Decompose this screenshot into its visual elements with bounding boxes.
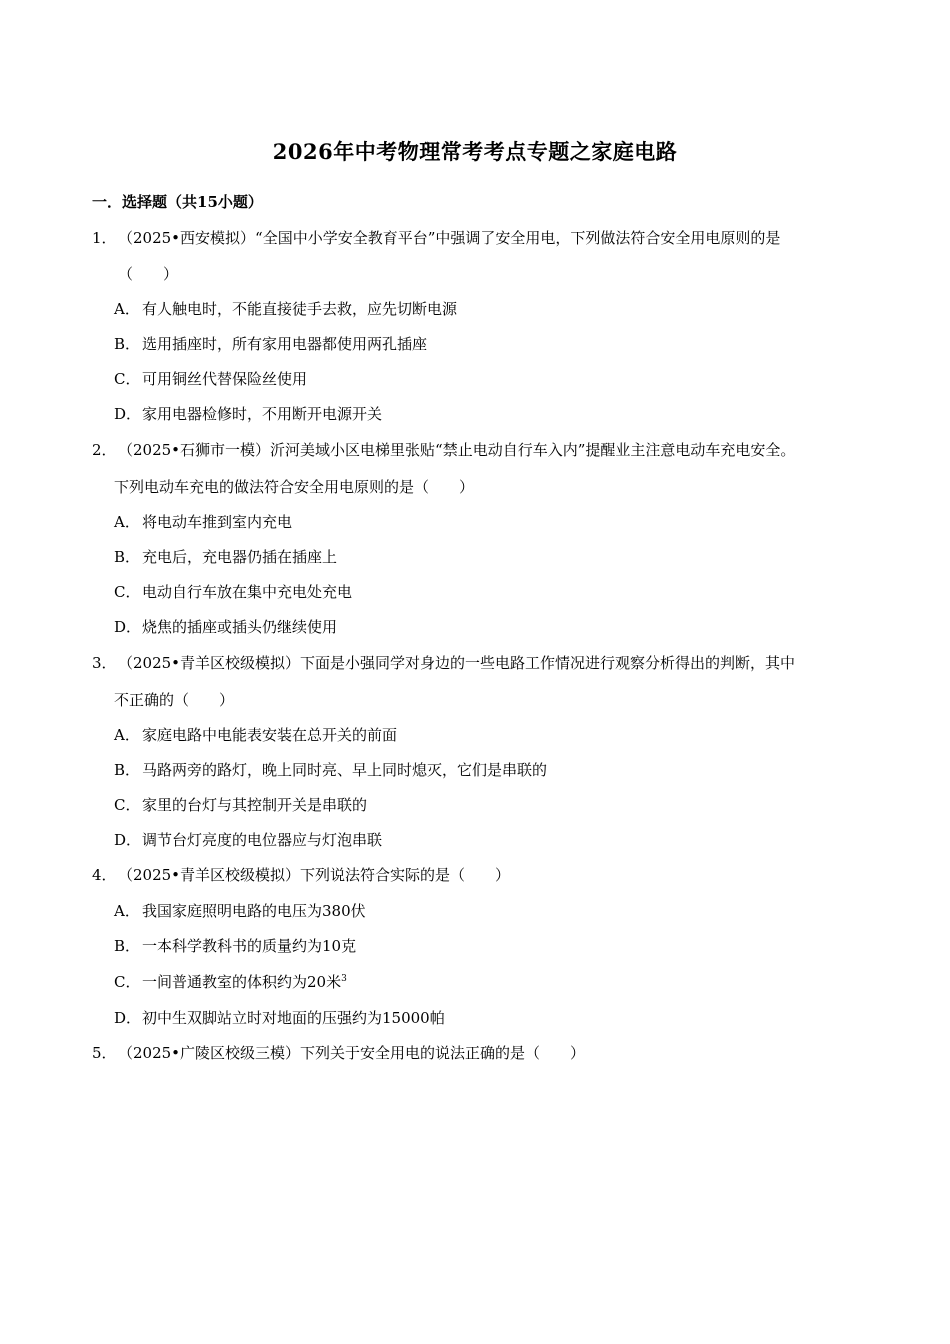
option-text: 家庭电路中电能表安装在总开关的前面 xyxy=(142,726,398,744)
question-stem: （2025•西安模拟）“全国中小学安全教育平台”中强调了安全用电，下列做法符合安全用电原则的是 xyxy=(118,229,781,247)
question-number: 1． xyxy=(92,229,117,247)
question-number: 5． xyxy=(92,1044,117,1062)
option-text: 一本科学教科书的质量约为10克 xyxy=(142,937,357,955)
question-3-option-b xyxy=(114,760,547,780)
option-label: B． xyxy=(114,548,141,566)
option-label: C． xyxy=(114,370,141,388)
question-stem: （2025•青羊区校级模拟）下面是小强同学对身边的一些电路工作情况进行观察分析得出的判断，其中 xyxy=(118,654,796,672)
option-label: A． xyxy=(114,902,140,920)
superscript-exponent: 3 xyxy=(341,974,347,984)
option-text: 选用插座时，所有家用电器都使用两孔插座 xyxy=(142,335,428,353)
option-label: B． xyxy=(114,335,141,353)
option-text: 将电动车推到室内充电 xyxy=(142,513,293,531)
question-4-option-d xyxy=(114,1008,445,1028)
question-2 xyxy=(92,440,795,460)
option-text: 我国家庭照明电路的电压为380伏 xyxy=(142,902,366,920)
option-text: 充电后，充电器仍插在插座上 xyxy=(142,548,338,566)
option-label: C． xyxy=(114,796,141,814)
option-text: 可用铜丝代替保险丝使用 xyxy=(142,370,308,388)
option-text: 烧焦的插座或插头仍继续使用 xyxy=(142,618,338,636)
question-1 xyxy=(92,228,780,248)
question-stem: （2025•青羊区校级模拟）下列说法符合实际的是（ ） xyxy=(118,866,511,884)
option-text: 初中生双脚站立时对地面的压强约为15000帕 xyxy=(142,1009,445,1027)
question-stem: （2025•广陵区校级三模）下列关于安全用电的说法正确的是（ ） xyxy=(118,1044,586,1062)
question-2-option-a xyxy=(114,512,292,532)
question-number: 3． xyxy=(92,654,117,672)
question-2-continuation: 下列电动车充电的做法符合安全用电原则的是（ ） xyxy=(114,478,475,496)
option-label: A． xyxy=(114,726,140,744)
option-label: B． xyxy=(114,937,141,955)
option-label: B． xyxy=(114,761,141,779)
option-label: C． xyxy=(114,583,141,601)
question-1-continuation: （ ） xyxy=(118,265,179,283)
question-3-option-c xyxy=(114,795,367,815)
option-label: D． xyxy=(114,405,142,423)
question-3-continuation: 不正确的（ ） xyxy=(114,691,235,709)
question-5 xyxy=(92,1043,585,1063)
option-text: 家里的台灯与其控制开关是串联的 xyxy=(142,796,368,814)
question-1-option-c xyxy=(114,369,307,389)
option-label: A． xyxy=(114,513,140,531)
question-3-option-d xyxy=(114,830,382,850)
question-number: 4． xyxy=(92,866,117,884)
option-text: 家用电器检修时，不用断开电源开关 xyxy=(142,405,383,423)
option-label: A． xyxy=(114,300,140,318)
option-label: D． xyxy=(114,831,142,849)
question-1-option-b xyxy=(114,334,427,354)
question-3-option-a xyxy=(114,725,397,745)
question-stem: （2025•石狮市一模）沂河美域小区电梯里张贴“禁止电动自行车入内”提醒业主注意电动车充电安全。 xyxy=(118,441,796,459)
question-1-option-d xyxy=(114,404,382,424)
question-4-option-c xyxy=(114,972,347,992)
option-text: 调节台灯亮度的电位器应与灯泡串联 xyxy=(142,831,383,849)
option-label: D． xyxy=(114,618,142,636)
question-2-option-b xyxy=(114,547,337,567)
option-label: C． xyxy=(114,973,141,991)
option-text: 马路两旁的路灯，晚上同时亮、早上同时熄灭，它们是串联的 xyxy=(142,761,548,779)
question-4 xyxy=(92,865,510,885)
question-3 xyxy=(92,653,795,673)
option-text: 一间普通教室的体积约为20米 xyxy=(142,973,342,991)
section-heading: 一．选择题（共15小题） xyxy=(92,193,263,211)
option-text: 有人触电时，不能直接徒手去救，应先切断电源 xyxy=(142,300,458,318)
question-1-option-a xyxy=(114,299,457,319)
question-2-option-c xyxy=(114,582,352,602)
question-number: 2． xyxy=(92,441,117,459)
question-2-option-d xyxy=(114,617,337,637)
option-text: 电动自行车放在集中充电处充电 xyxy=(142,583,353,601)
document-title: 2026年中考物理常考考点专题之家庭电路 xyxy=(272,139,678,164)
question-4-option-b xyxy=(114,936,356,956)
option-label: D． xyxy=(114,1009,142,1027)
question-4-option-a xyxy=(114,901,366,921)
